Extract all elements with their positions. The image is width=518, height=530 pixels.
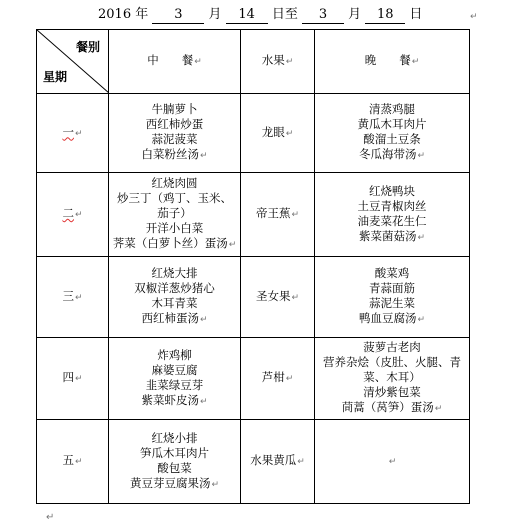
fruit-dish: 圣女果↵ <box>255 288 300 303</box>
column-header-fruit: 水果↵ <box>241 30 315 94</box>
fruit-dish: 龙眼↵ <box>261 124 294 139</box>
date-range-header <box>98 6 428 26</box>
menu-row <box>37 420 470 504</box>
end-day-field: 18 <box>365 7 405 24</box>
lunch-cell <box>109 173 241 257</box>
dinner-dish: 油麦菜花生仁 <box>357 213 427 228</box>
dinner-dish: 鸭血豆腐汤↵ <box>358 311 426 325</box>
lunch-cell <box>109 94 241 173</box>
menu-row <box>37 173 470 257</box>
lunch-dish: 西红柿蛋汤↵ <box>141 311 208 325</box>
month-unit-2: 月 <box>348 7 362 22</box>
lunch-dish: 茄子） <box>157 206 192 220</box>
lunch-dish: 红烧大排 <box>151 266 198 280</box>
dinner-dish: 菠萝古老肉 <box>363 340 421 354</box>
weekday-cell: 三↵ <box>37 257 109 338</box>
lunch-dish: 红烧小排 <box>151 430 198 445</box>
weekday-cell: 五↵ <box>37 420 109 504</box>
lunch-dish: 白菜粉丝汤↵ <box>141 147 208 161</box>
weekly-menu-table <box>36 29 470 504</box>
lunch-dish: 紫菜虾皮汤↵ <box>141 392 208 407</box>
fruit-dish: 帝王蕉↵ <box>255 206 300 220</box>
column-header-dinner: 晚 餐↵ <box>315 30 470 94</box>
lunch-dish: 西红柿炒蛋 <box>145 117 204 131</box>
dinner-cell: ↵ <box>315 420 470 504</box>
fruit-dish: 芦柑↵ <box>261 370 294 384</box>
dinner-dish: 红烧鸭块 <box>369 183 415 198</box>
lunch-dish: 牛腩萝卜 <box>151 102 198 116</box>
table-body <box>37 94 470 504</box>
meal-label: 餐别 <box>75 40 100 54</box>
start-day-field: 14 <box>226 7 268 24</box>
dinner-cell <box>315 338 470 420</box>
table-header-row <box>37 30 470 94</box>
fruit-cell <box>241 420 315 504</box>
fruit-dish: 水果黄瓜↵ <box>250 453 305 467</box>
lunch-dish: 蒜泥菠菜 <box>151 132 198 146</box>
weekday-cell: 二↵ <box>37 173 109 257</box>
lunch-dish: 炒三丁（鸡丁、玉米、 <box>117 191 232 205</box>
lunch-dish: 木耳青菜 <box>151 296 198 310</box>
dinner-dish: 清炒紫包菜 <box>363 385 421 399</box>
fruit-cell <box>241 94 315 173</box>
dinner-dish: 酸溜土豆条 <box>363 132 421 146</box>
lunch-dish: 麻婆豆腐 <box>151 362 198 377</box>
paragraph-mark: ↵ <box>470 12 478 22</box>
dinner-cell <box>315 94 470 173</box>
fruit-cell <box>241 173 315 257</box>
dinner-dish: 蒜泥生菜 <box>369 296 415 310</box>
dinner-dish: 营养杂烩（皮肚、火腿、青 <box>323 355 461 369</box>
lunch-dish: 红烧肉圆 <box>151 176 198 190</box>
day-unit: 日 <box>409 7 423 22</box>
weekday-label: 星期 <box>43 70 68 84</box>
lunch-cell <box>109 257 241 338</box>
lunch-dish: 双椒洋葱炒猪心 <box>134 281 215 295</box>
weekday-cell: 一↵ <box>37 94 109 173</box>
menu-row <box>37 257 470 338</box>
end-month-field: 3 <box>302 7 344 24</box>
start-month-field: 3 <box>152 7 204 24</box>
lunch-dish: 韭菜绿豆芽 <box>145 377 204 392</box>
weekday-cell: 四↵ <box>37 338 109 420</box>
menu-row <box>37 94 470 173</box>
dinner-dish: 酸菜鸡 <box>374 266 410 280</box>
column-header-lunch: 中 餐↵ <box>109 30 241 94</box>
menu-row <box>37 338 470 420</box>
dinner-dish: 青蒜面筋 <box>369 281 415 295</box>
lunch-dish: 黄豆芽豆腐果汤↵ <box>129 475 220 490</box>
lunch-cell <box>109 420 241 504</box>
lunch-dish: 炸鸡柳 <box>157 347 192 362</box>
diagonal-header-cell <box>37 30 109 94</box>
fruit-cell <box>241 338 315 420</box>
lunch-dish: 笋瓜木耳肉片 <box>140 445 209 460</box>
dinner-dish: 茼蒿（莴笋）蛋汤↵ <box>341 400 443 414</box>
dinner-dish: 菜、木耳） <box>363 370 421 384</box>
dinner-dish: 土豆青椒肉丝 <box>357 198 427 213</box>
dinner-dish: 紫菜菌菇汤↵ <box>358 228 426 243</box>
year: 2016 <box>98 7 132 22</box>
month-unit: 月 <box>208 7 222 22</box>
dinner-dish: 清蒸鸡腿 <box>369 102 415 116</box>
dinner-cell <box>315 257 470 338</box>
fruit-cell <box>241 257 315 338</box>
lunch-dish: 开洋小白菜 <box>145 221 204 235</box>
lunch-dish: 荠菜（白萝卜丝）蛋汤↵ <box>112 236 237 250</box>
lunch-dish: 酸包菜 <box>157 460 192 475</box>
paragraph-mark-footer: ↵ <box>46 512 55 523</box>
lunch-cell <box>109 338 241 420</box>
dinner-dish: 黄瓜木耳肉片 <box>357 117 427 131</box>
dinner-cell <box>315 173 470 257</box>
to-label: 日至 <box>271 7 298 22</box>
dinner-dish: 冬瓜海带汤↵ <box>358 147 426 161</box>
year-unit: 年 <box>135 7 149 22</box>
